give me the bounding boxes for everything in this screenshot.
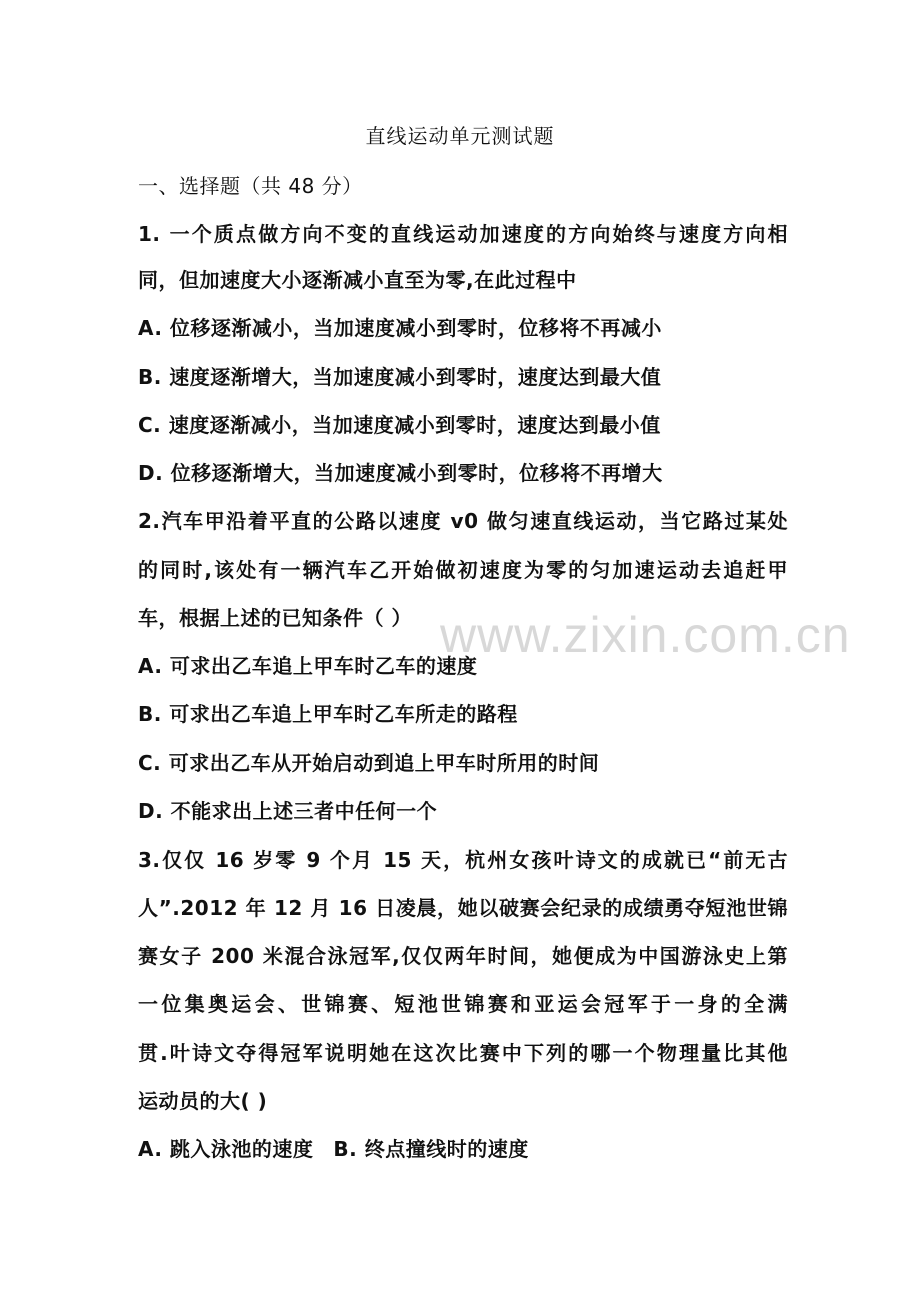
question-3-option-b: B. 终点撞线时的速度 — [333, 1137, 529, 1161]
question-3-stem-line-5: 贯.叶诗文夺得冠军说明她在这次比赛中下列的哪一个物理量比其他 — [138, 1041, 788, 1065]
question-2-option-b: B. 可求出乙车追上甲车时乙车所走的路程 — [138, 702, 518, 726]
question-2-option-a: A. 可求出乙车追上甲车时乙车的速度 — [138, 654, 478, 678]
question-1-stem-line-1: 1. 一个质点做方向不变的直线运动加速度的方向始终与速度方向相 — [138, 222, 788, 246]
question-1-option-d: D. 位移逐渐增大，当加速度减小到零时，位移将不再增大 — [138, 461, 663, 485]
question-3-stem-line-4: 一位集奥运会、世锦赛、短池世锦赛和亚运会冠军于一身的全满 — [138, 992, 788, 1016]
page-title: 直线运动单元测试题 — [365, 124, 555, 148]
question-1-stem-line-2: 同，但加速度大小逐渐减小直至为零,在此过程中 — [138, 268, 577, 292]
question-3-stem-line-3: 赛女子 200 米混合泳冠军,仅仅两年时间，她便成为中国游泳史上第 — [138, 944, 788, 968]
question-3-option-a: A. 跳入泳池的速度 — [138, 1137, 314, 1161]
question-3-stem-line-1: 3.仅仅 16 岁零 9 个月 15 天，杭州女孩叶诗文的成就已“前无古 — [138, 848, 788, 872]
question-1-option-c: C. 速度逐渐减小，当加速度减小到零时，速度达到最小值 — [138, 413, 661, 437]
question-2-stem-line-1: 2.汽车甲沿着平直的公路以速度 v0 做匀速直线运动，当它路过某处 — [138, 509, 788, 533]
question-1-option-a: A. 位移逐渐减小，当加速度减小到零时，位移将不再减小 — [138, 316, 662, 340]
question-2-option-d: D. 不能求出上述三者中任何一个 — [138, 799, 438, 823]
question-1-option-b: B. 速度逐渐增大，当加速度减小到零时，速度达到最大值 — [138, 365, 662, 389]
question-2-stem-line-3: 车，根据上述的已知条件（ ） — [138, 606, 412, 630]
question-3-options-row — [138, 1133, 788, 1165]
section-heading: 一、选择题（共 48 分） — [138, 174, 363, 198]
watermark: www.zixin.com.cn — [440, 607, 851, 663]
question-3-stem-line-6: 运动员的大( ) — [138, 1089, 268, 1113]
question-2-option-c: C. 可求出乙车从开始启动到追上甲车时所用的时间 — [138, 751, 600, 775]
question-2-stem-line-2: 的同时,该处有一辆汽车乙开始做初速度为零的匀加速运动去追赶甲 — [138, 558, 788, 582]
question-3-stem-line-2: 人”.2012 年 12 月 16 日凌晨，她以破赛会纪录的成绩勇夺短池世锦 — [138, 896, 788, 920]
